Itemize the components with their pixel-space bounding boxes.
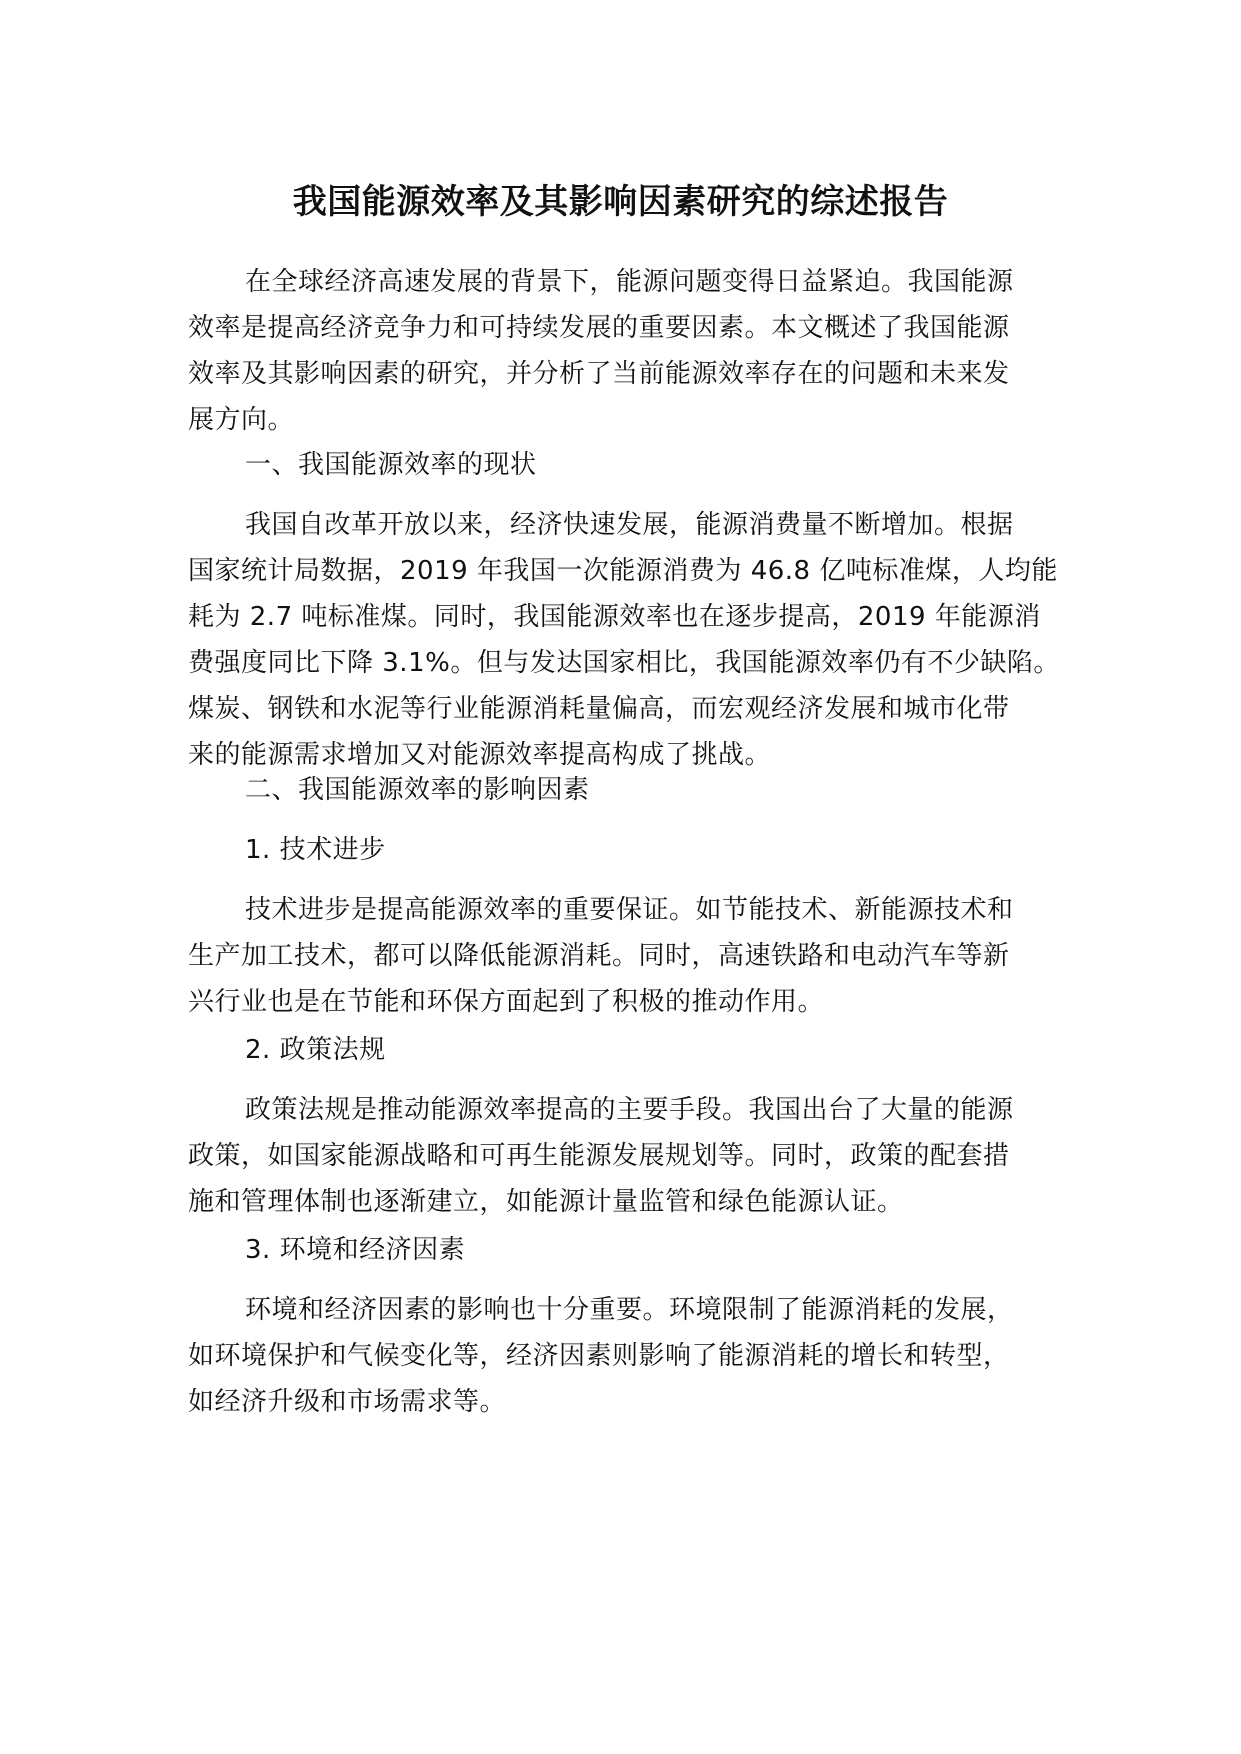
paragraph-line: 政策，如国家能源战略和可再生能源发展规划等。同时，政策的配套措 bbox=[188, 1141, 1010, 1171]
paragraph-line: 来的能源需求增加又对能源效率提高构成了挑战。 bbox=[188, 740, 772, 770]
section-1-paragraph bbox=[188, 502, 1068, 778]
subsection-2-heading: 2. 政策法规 bbox=[245, 1035, 386, 1065]
section-heading bbox=[188, 767, 1068, 813]
subsection-heading bbox=[188, 1027, 1068, 1073]
paragraph-line: 施和管理体制也逐渐建立，如能源计量监管和绿色能源认证。 bbox=[188, 1187, 904, 1217]
paragraph-line: 在全球经济高速发展的背景下，能源问题变得日益紧迫。我国能源 bbox=[245, 267, 1014, 297]
paragraph-line: 耗为 2.7 吨标准煤。同时，我国能源效率也在逐步提高，2019 年能源消 bbox=[188, 602, 1041, 632]
paragraph-line: 如经济升级和市场需求等。 bbox=[188, 1387, 507, 1417]
paragraph-line: 兴行业也是在节能和环保方面起到了积极的推动作用。 bbox=[188, 987, 825, 1017]
paragraph-line: 我国自改革开放以来，经济快速发展，能源消费量不断增加。根据 bbox=[245, 510, 1014, 540]
paragraph-line: 如环境保护和气候变化等，经济因素则影响了能源消耗的增长和转型， bbox=[188, 1341, 1010, 1371]
subsection-1-paragraph bbox=[188, 887, 1068, 1025]
paragraph-line: 效率及其影响因素的研究，并分析了当前能源效率存在的问题和未来发 bbox=[188, 359, 1010, 389]
paragraph-line: 政策法规是推动能源效率提高的主要手段。我国出台了大量的能源 bbox=[245, 1095, 1014, 1125]
section-2-heading: 二、我国能源效率的影响因素 bbox=[245, 775, 590, 805]
paragraph-line: 生产加工技术，都可以降低能源消耗。同时，高速铁路和电动汽车等新 bbox=[188, 941, 1010, 971]
subsection-heading bbox=[188, 1227, 1068, 1273]
subsection-heading bbox=[188, 827, 1068, 873]
subsection-3-paragraph bbox=[188, 1287, 1068, 1425]
paragraph-line: 环境和经济因素的影响也十分重要。环境限制了能源消耗的发展， bbox=[245, 1295, 1014, 1325]
document-title: 我国能源效率及其影响因素研究的综述报告 bbox=[292, 182, 949, 222]
intro-paragraph bbox=[188, 259, 1068, 443]
paragraph-line: 效率是提高经济竞争力和可持续发展的重要因素。本文概述了我国能源 bbox=[188, 313, 1010, 343]
subsection-3-heading: 3. 环境和经济因素 bbox=[245, 1235, 466, 1265]
paragraph-line: 费强度同比下降 3.1%。但与发达国家相比，我国能源效率仍有不少缺陷。 bbox=[188, 648, 1060, 678]
section-1-heading: 一、我国能源效率的现状 bbox=[245, 450, 537, 480]
subsection-2-paragraph bbox=[188, 1087, 1068, 1225]
subsection-1-heading: 1. 技术进步 bbox=[245, 835, 386, 865]
paragraph-line: 技术进步是提高能源效率的重要保证。如节能技术、新能源技术和 bbox=[245, 895, 1014, 925]
paragraph-line: 煤炭、钢铁和水泥等行业能源消耗量偏高，而宏观经济发展和城市化带 bbox=[188, 694, 1010, 724]
paragraph-line: 展方向。 bbox=[188, 405, 295, 435]
paragraph-line: 国家统计局数据，2019 年我国一次能源消费为 46.8 亿吨标准煤，人均能 bbox=[188, 556, 1058, 586]
section-heading bbox=[188, 442, 1068, 488]
